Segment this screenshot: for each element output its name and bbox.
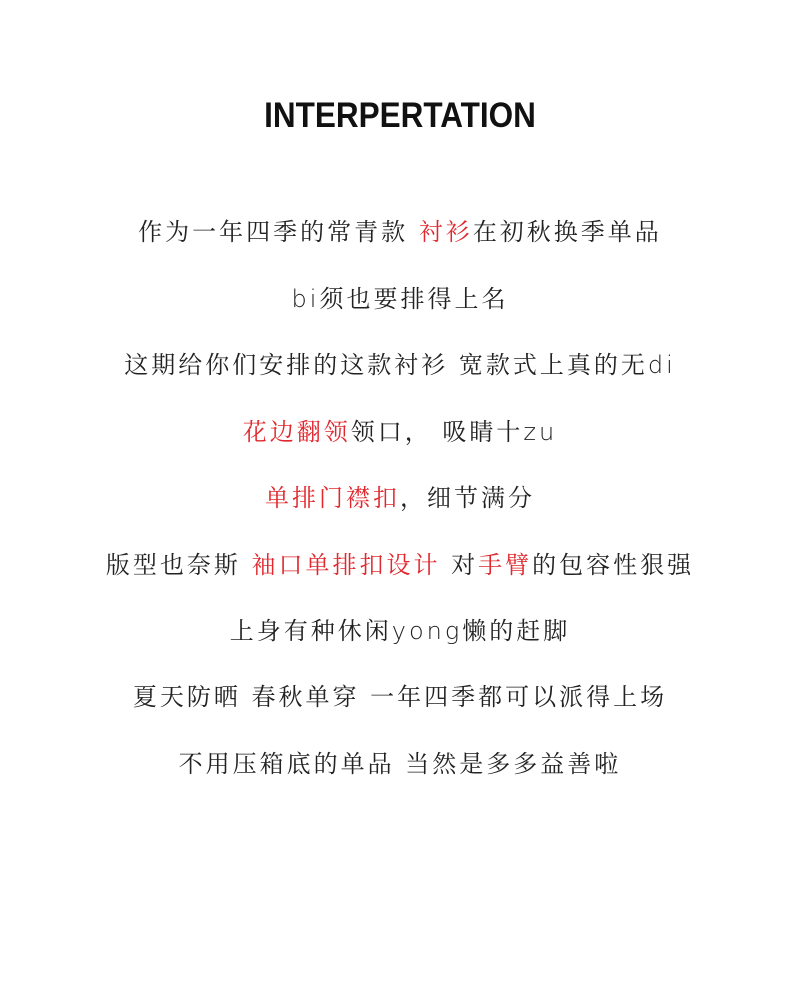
text-line-5 — [0, 478, 800, 513]
text-line-8 — [0, 677, 800, 712]
highlight-text: 单排门襟扣 — [265, 484, 400, 512]
text-segment: 上身有种休闲yong懒的赶脚 — [229, 617, 571, 645]
text-line-1 — [0, 212, 800, 247]
text-segment: 领口， 吸睛十zu — [350, 418, 558, 446]
page-title: INTERPERTATION — [264, 96, 536, 135]
text-line-6 — [0, 545, 800, 580]
text-segment: bi须也要排得上名 — [291, 285, 509, 313]
text-segment: 这期给你们安排的这款衬衫 宽款式上真的无di — [124, 351, 676, 379]
text-line-3 — [0, 345, 800, 380]
text-line-2 — [0, 279, 800, 314]
text-segment: 不用压箱底的单品 当然是多多益善啦 — [178, 750, 622, 778]
text-line-4 — [0, 412, 800, 447]
text-line-7 — [0, 611, 800, 646]
text-segment: ，细节满分 — [400, 484, 535, 512]
text-segment: 版型也奈斯 — [105, 551, 252, 579]
text-segment: 对 — [440, 551, 479, 579]
text-segment: 的包容性狠强 — [532, 551, 695, 579]
text-segment: 夏天防晒 春秋单穿 一年四季都可以派得上场 — [132, 683, 668, 711]
highlight-text: 袖口单排扣设计 — [251, 551, 441, 579]
highlight-text: 花边翻领 — [242, 418, 351, 446]
text-segment: 作为一年四季的常青款 — [138, 218, 419, 246]
text-segment: 在初秋换季单品 — [472, 218, 662, 246]
highlight-text: 手臂 — [478, 551, 533, 579]
text-line-9 — [0, 744, 800, 779]
highlight-text: 衬衫 — [418, 218, 473, 246]
